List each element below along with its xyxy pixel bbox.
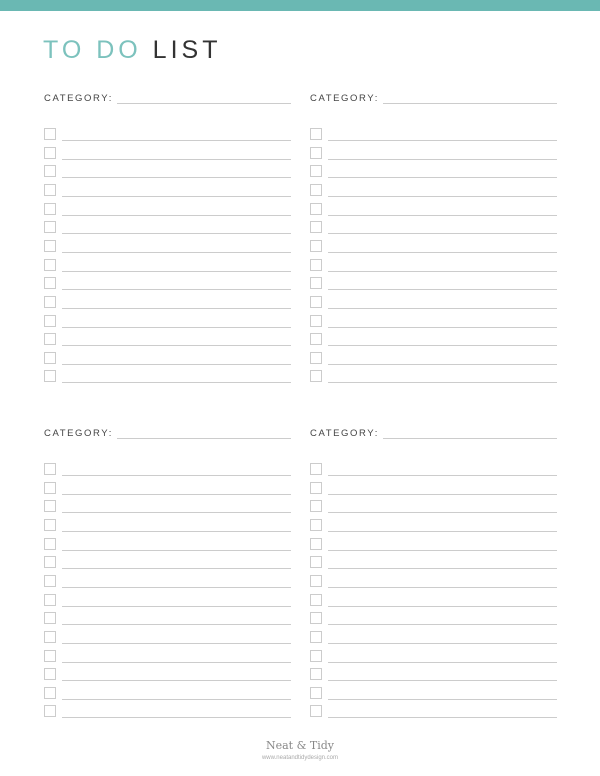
todo-input-line[interactable] xyxy=(328,364,557,365)
checkbox[interactable] xyxy=(310,147,322,159)
todo-item xyxy=(310,352,557,366)
todo-item xyxy=(310,259,557,273)
todo-input-line[interactable] xyxy=(62,475,291,476)
todo-input-line[interactable] xyxy=(62,624,291,625)
top-accent-bar xyxy=(0,0,600,11)
todo-item xyxy=(310,556,557,570)
checkbox[interactable] xyxy=(310,482,322,494)
checkbox[interactable] xyxy=(310,203,322,215)
checkbox[interactable] xyxy=(44,687,56,699)
todo-item xyxy=(44,556,291,570)
checkbox[interactable] xyxy=(44,184,56,196)
todo-input-line[interactable] xyxy=(328,233,557,234)
todo-item xyxy=(44,315,291,329)
todo-input-line[interactable] xyxy=(62,587,291,588)
checkbox[interactable] xyxy=(44,147,56,159)
checkbox[interactable] xyxy=(44,240,56,252)
todo-item xyxy=(310,184,557,198)
todo-input-line[interactable] xyxy=(328,196,557,197)
checkbox[interactable] xyxy=(44,575,56,587)
todo-input-line[interactable] xyxy=(62,606,291,607)
checkbox[interactable] xyxy=(310,650,322,662)
todo-item xyxy=(44,650,291,664)
todo-input-line[interactable] xyxy=(328,289,557,290)
todo-input-line[interactable] xyxy=(62,271,291,272)
todo-item xyxy=(44,575,291,589)
todo-item xyxy=(310,463,557,477)
checkbox[interactable] xyxy=(44,594,56,606)
checkbox[interactable] xyxy=(310,612,322,624)
checkbox[interactable] xyxy=(44,538,56,550)
category-input-line[interactable] xyxy=(383,428,557,439)
todo-input-line[interactable] xyxy=(328,717,557,718)
todo-input-line[interactable] xyxy=(62,140,291,141)
checkbox[interactable] xyxy=(310,687,322,699)
checkbox[interactable] xyxy=(310,315,322,327)
footer-brand: Neat & Tidy xyxy=(265,739,334,752)
todo-input-line[interactable] xyxy=(62,252,291,253)
todo-input-line[interactable] xyxy=(62,177,291,178)
todo-input-line[interactable] xyxy=(328,308,557,309)
todo-input-line[interactable] xyxy=(62,345,291,346)
todo-item xyxy=(310,165,557,179)
checkbox[interactable] xyxy=(44,259,56,271)
checkbox[interactable] xyxy=(310,128,322,140)
todo-item xyxy=(310,315,557,329)
checkbox[interactable] xyxy=(44,315,56,327)
todo-item xyxy=(310,500,557,514)
category-input-line[interactable] xyxy=(117,93,291,104)
todo-input-line[interactable] xyxy=(62,568,291,569)
todo-item xyxy=(44,500,291,514)
checkbox[interactable] xyxy=(310,631,322,643)
checkbox[interactable] xyxy=(44,556,56,568)
title-main: LIST xyxy=(152,36,222,64)
category-field[interactable] xyxy=(44,428,291,439)
checkbox[interactable] xyxy=(310,277,322,289)
todo-item xyxy=(44,203,291,217)
todo-input-line[interactable] xyxy=(328,345,557,346)
todo-input-line[interactable] xyxy=(62,680,291,681)
todo-item xyxy=(44,519,291,533)
checkbox[interactable] xyxy=(44,277,56,289)
todo-input-line[interactable] xyxy=(62,364,291,365)
checkbox[interactable] xyxy=(44,463,56,475)
category-label: CATEGORY: xyxy=(310,93,379,104)
checkbox[interactable] xyxy=(44,221,56,233)
todo-input-line[interactable] xyxy=(62,531,291,532)
checkbox[interactable] xyxy=(44,352,56,364)
todo-input-line[interactable] xyxy=(62,662,291,663)
page-title xyxy=(43,36,221,65)
checkbox[interactable] xyxy=(44,296,56,308)
checkbox[interactable] xyxy=(310,221,322,233)
todo-item xyxy=(44,352,291,366)
title-accent: TO DO xyxy=(43,36,142,64)
todo-item xyxy=(310,221,557,235)
todo-input-line[interactable] xyxy=(62,289,291,290)
checkbox[interactable] xyxy=(44,333,56,345)
todo-input-line[interactable] xyxy=(328,271,557,272)
todo-input-line[interactable] xyxy=(328,587,557,588)
todo-item xyxy=(44,612,291,626)
todo-input-line[interactable] xyxy=(62,699,291,700)
todo-item xyxy=(44,463,291,477)
todo-item xyxy=(44,184,291,198)
todo-input-line[interactable] xyxy=(62,550,291,551)
todo-item xyxy=(310,631,557,645)
todo-item xyxy=(310,296,557,310)
category-label: CATEGORY: xyxy=(310,428,379,439)
checkbox[interactable] xyxy=(44,705,56,717)
todo-item xyxy=(44,333,291,347)
todo-item xyxy=(310,538,557,552)
todo-input-line[interactable] xyxy=(328,568,557,569)
todo-input-line[interactable] xyxy=(328,140,557,141)
todo-item xyxy=(44,370,291,384)
todo-input-line[interactable] xyxy=(62,512,291,513)
todo-input-line[interactable] xyxy=(328,382,557,383)
todo-input-line[interactable] xyxy=(62,494,291,495)
todo-item xyxy=(310,668,557,682)
todo-item xyxy=(44,259,291,273)
checkbox[interactable] xyxy=(310,705,322,717)
todo-input-line[interactable] xyxy=(328,624,557,625)
category-label: CATEGORY: xyxy=(44,428,113,439)
todo-item xyxy=(310,277,557,291)
todo-item xyxy=(310,650,557,664)
checkbox[interactable] xyxy=(310,668,322,680)
checkbox[interactable] xyxy=(310,165,322,177)
todo-item xyxy=(44,668,291,682)
todo-input-line[interactable] xyxy=(328,699,557,700)
todo-item xyxy=(44,240,291,254)
checkbox[interactable] xyxy=(310,463,322,475)
todo-item xyxy=(310,519,557,533)
category-field[interactable] xyxy=(310,428,557,439)
checkbox[interactable] xyxy=(310,500,322,512)
category-label: CATEGORY: xyxy=(44,93,113,104)
checkbox[interactable] xyxy=(310,184,322,196)
checkbox[interactable] xyxy=(310,370,322,382)
checkbox[interactable] xyxy=(310,594,322,606)
category-field[interactable] xyxy=(310,93,557,104)
todo-item xyxy=(310,612,557,626)
todo-input-line[interactable] xyxy=(328,680,557,681)
todo-item xyxy=(44,594,291,608)
checkbox[interactable] xyxy=(44,519,56,531)
todo-item xyxy=(310,128,557,142)
checkbox[interactable] xyxy=(44,668,56,680)
todo-item xyxy=(310,240,557,254)
checkbox[interactable] xyxy=(44,650,56,662)
checkbox[interactable] xyxy=(310,259,322,271)
category-field[interactable] xyxy=(44,93,291,104)
todo-input-line[interactable] xyxy=(62,159,291,160)
footer-url: www.neatandtidydesign.com xyxy=(261,755,339,761)
checkbox[interactable] xyxy=(310,556,322,568)
todo-item xyxy=(310,370,557,384)
todo-input-line[interactable] xyxy=(328,159,557,160)
checkbox[interactable] xyxy=(310,333,322,345)
todo-input-line[interactable] xyxy=(62,382,291,383)
checkbox[interactable] xyxy=(44,612,56,624)
category-input-line[interactable] xyxy=(117,428,291,439)
todo-input-line[interactable] xyxy=(328,215,557,216)
todo-item xyxy=(44,165,291,179)
todo-item xyxy=(44,147,291,161)
checkbox[interactable] xyxy=(310,352,322,364)
todo-item xyxy=(310,147,557,161)
checkbox[interactable] xyxy=(44,482,56,494)
todo-input-line[interactable] xyxy=(328,606,557,607)
todo-input-line[interactable] xyxy=(328,550,557,551)
todo-item xyxy=(310,333,557,347)
checkbox[interactable] xyxy=(44,631,56,643)
todo-input-line[interactable] xyxy=(62,308,291,309)
todo-input-line[interactable] xyxy=(62,643,291,644)
todo-item xyxy=(310,482,557,496)
todo-input-line[interactable] xyxy=(62,327,291,328)
todo-input-line[interactable] xyxy=(328,662,557,663)
todo-item xyxy=(44,482,291,496)
todo-item xyxy=(310,594,557,608)
todo-input-line[interactable] xyxy=(328,531,557,532)
category-input-line[interactable] xyxy=(383,93,557,104)
checkbox[interactable] xyxy=(44,370,56,382)
todo-input-line[interactable] xyxy=(328,327,557,328)
todo-item xyxy=(44,631,291,645)
todo-input-line[interactable] xyxy=(62,196,291,197)
todo-input-line[interactable] xyxy=(328,643,557,644)
todo-item xyxy=(44,538,291,552)
todo-item xyxy=(310,203,557,217)
checkbox[interactable] xyxy=(310,538,322,550)
todo-input-line[interactable] xyxy=(62,717,291,718)
checkbox[interactable] xyxy=(44,128,56,140)
todo-input-line[interactable] xyxy=(328,475,557,476)
checkbox[interactable] xyxy=(44,500,56,512)
todo-input-line[interactable] xyxy=(62,233,291,234)
todo-item xyxy=(310,687,557,701)
todo-item xyxy=(44,277,291,291)
todo-item xyxy=(310,575,557,589)
todo-input-line[interactable] xyxy=(328,494,557,495)
todo-item xyxy=(44,296,291,310)
todo-item xyxy=(44,687,291,701)
checkbox[interactable] xyxy=(310,296,322,308)
todo-item xyxy=(310,705,557,719)
checkbox[interactable] xyxy=(44,165,56,177)
todo-item xyxy=(44,221,291,235)
todo-item xyxy=(44,128,291,142)
todo-item xyxy=(44,705,291,719)
checkbox[interactable] xyxy=(310,240,322,252)
checkbox[interactable] xyxy=(310,575,322,587)
todo-input-line[interactable] xyxy=(328,252,557,253)
todo-input-line[interactable] xyxy=(328,512,557,513)
todo-input-line[interactable] xyxy=(62,215,291,216)
checkbox[interactable] xyxy=(44,203,56,215)
checkbox[interactable] xyxy=(310,519,322,531)
todo-input-line[interactable] xyxy=(328,177,557,178)
